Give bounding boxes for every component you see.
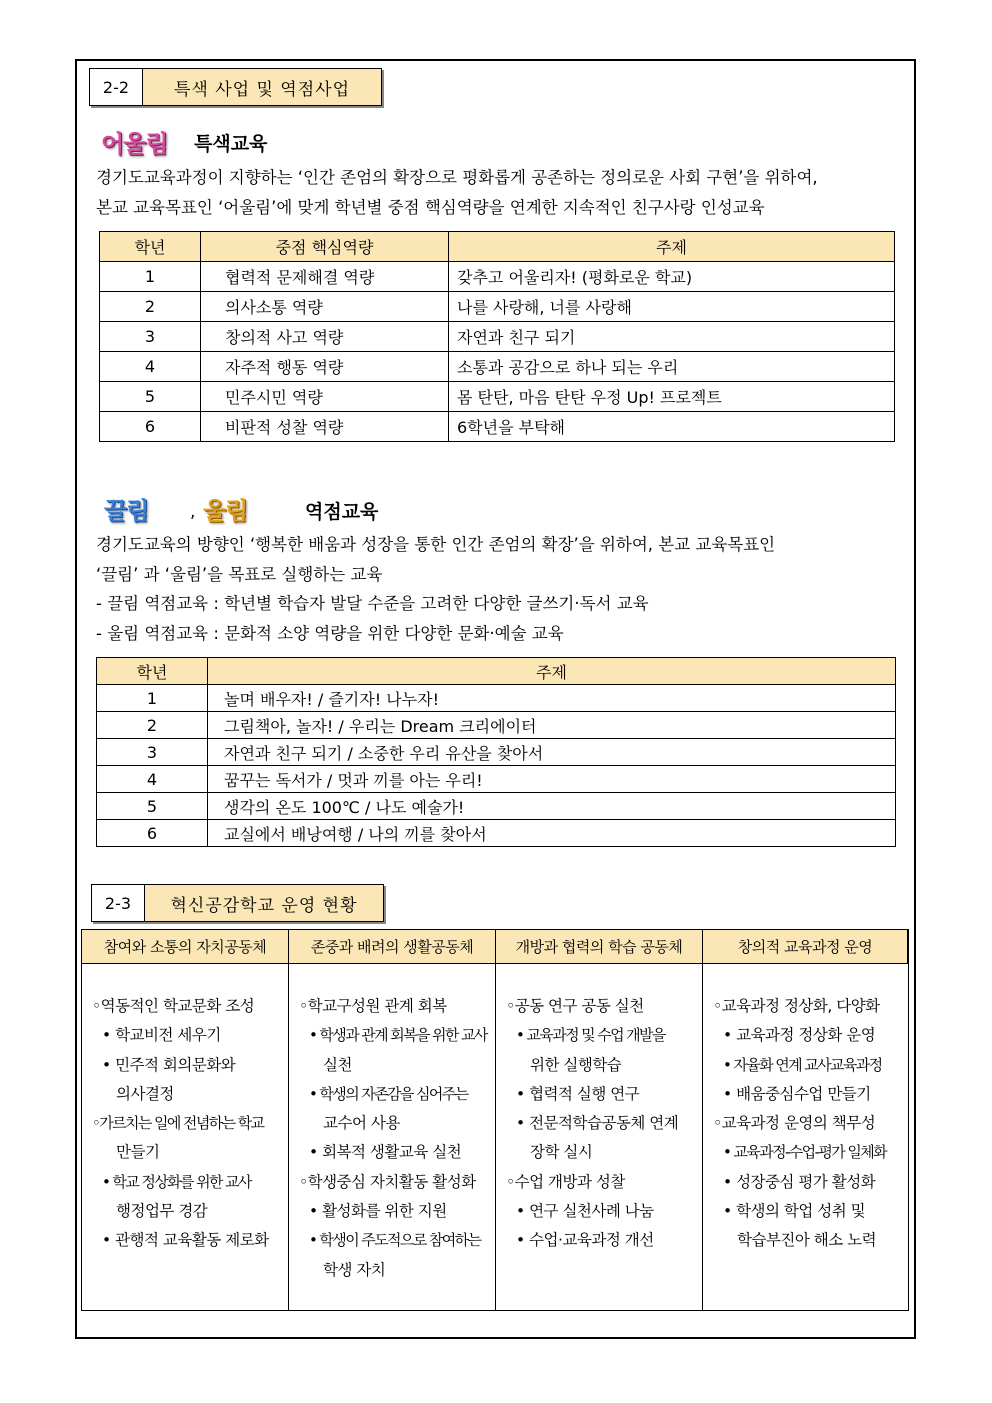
priority-intro-line: - 끌림 역점교육 : 학년별 학습자 발달 수준을 고려한 다양한 글쓰기·독서 교육 [96, 594, 649, 613]
bullet-item: • 연구 실천사례 나눔 [516, 1202, 654, 1221]
bullet-continuation: 의사결정 [116, 1084, 174, 1103]
cell-grade: 5 [100, 382, 201, 412]
bullet-item: • 학생의 학업 성취 및 [723, 1202, 866, 1221]
bullet-continuation: 장학 실시 [530, 1143, 593, 1162]
priority-intro-line: ‘끌림’ 과 ‘울림’을 목표로 실행하는 교육 [96, 564, 383, 584]
bullet-item: • 교육과정 및 수업 개발을 [516, 1026, 665, 1045]
table-row [97, 793, 896, 820]
column-body [82, 964, 289, 1310]
bullet-heading: ◦교육과정 정상화, 다양화 [713, 997, 880, 1015]
featured-intro [96, 163, 818, 222]
bullet-item: • 교육과정-수업-평가 일체화 [723, 1143, 887, 1162]
header-grade: 학년 [100, 232, 201, 262]
bullet-item: • 회복적 생활교육 실천 [309, 1143, 462, 1162]
table-row [100, 412, 895, 442]
cell-theme: 갖추고 어울리자! (평화로운 학교) [449, 262, 895, 292]
section-title: 특색 사업 및 역점사업 [143, 69, 381, 105]
table-header-row [100, 232, 895, 262]
cell-theme: 자연과 친구 되기 / 소중한 우리 유산을 찾아서 [208, 739, 896, 766]
bullet-item: • 활성화를 위한 지원 [309, 1202, 447, 1221]
cell-grade: 1 [100, 262, 201, 292]
featured-intro-line: 경기도교육과정이 지향하는 ‘인간 존엄의 확장으로 평화롭게 공존하는 정의로운 사회 구현’을 위하여, [96, 168, 818, 187]
cell-theme: 몸 탄탄, 마음 탄탄 우정 Up! 프로젝트 [449, 382, 895, 412]
cell-grade: 6 [100, 412, 201, 442]
section-header-2-3 [91, 884, 384, 922]
cell-theme: 6학년을 부탁해 [449, 412, 895, 442]
bullet-heading: ◦학교구성원 관계 회복 [299, 997, 447, 1015]
column-header: 참여와 소통의 자치공동체 [82, 930, 289, 964]
table-row [97, 766, 896, 793]
table-header-row [97, 658, 896, 685]
cell-theme: 나를 사랑해, 너를 사랑해 [449, 292, 895, 322]
table-row [100, 382, 895, 412]
featured-intro-line: 본교 교육목표인 ‘어울림’에 맞게 학년별 중점 핵심역량을 연계한 지속적인 친구사랑 인성교육 [96, 197, 765, 217]
column-header: 존중과 배려의 생활공동체 [289, 930, 496, 964]
header-competency: 중점 핵심역량 [201, 232, 449, 262]
cell-grade: 4 [100, 352, 201, 382]
column-body [289, 964, 496, 1310]
table-row [97, 739, 896, 766]
cell-grade: 5 [97, 793, 208, 820]
bullet-continuation: 위한 실행학습 [530, 1055, 622, 1074]
bullet-continuation: 행정업무 경감 [116, 1202, 208, 1221]
cell-grade: 6 [97, 820, 208, 847]
bullet-item: • 민주적 회의문화와 [102, 1055, 236, 1074]
bullet-item: • 관행적 교육활동 제로화 [102, 1231, 269, 1250]
cell-grade: 3 [97, 739, 208, 766]
priority-intro-line: - 울림 역점교육 : 문화적 소양 역량을 위한 다양한 문화·예술 교육 [96, 623, 564, 643]
cell-grade: 1 [97, 685, 208, 712]
bullet-item: • 학교 정상화를 위한 교사 [102, 1172, 251, 1191]
column-header: 개방과 협력의 학습 공동체 [496, 930, 703, 964]
cell-theme: 그림책아, 놀자! / 우리는 Dream 크리에이터 [208, 712, 896, 739]
header-theme: 주제 [208, 658, 896, 685]
wordart-separator: , [190, 502, 196, 522]
section-number: 2-2 [90, 69, 143, 105]
priority-title: 역점교육 [305, 501, 379, 523]
cell-competency: 의사소통 역량 [201, 292, 449, 322]
wordart-ullim: 울림 [203, 497, 248, 525]
cell-theme: 꿈꾸는 독서가 / 멋과 끼를 아는 우리! [208, 766, 896, 793]
cell-grade: 4 [97, 766, 208, 793]
bullet-item: • 성장중심 평가 활성화 [723, 1172, 876, 1191]
bullet-item: • 학교비전 세우기 [102, 1026, 221, 1045]
bullet-heading: ◦역동적인 학교문화 조성 [92, 997, 255, 1015]
bullet-item: • 학생의 자존감을 심어주는 [309, 1084, 468, 1103]
cell-theme: 교실에서 배낭여행 / 나의 끼를 찾아서 [208, 820, 896, 847]
bullet-item: • 자율화 연계 교사교육과정 [723, 1055, 882, 1074]
bullet-heading: ◦공동 연구 공동 실천 [506, 997, 644, 1015]
section-title: 혁신공감학교 운영 현황 [145, 885, 383, 921]
cell-theme: 놀며 배우자! / 즐기자! 나누자! [208, 685, 896, 712]
table-row [100, 292, 895, 322]
header-theme: 주제 [449, 232, 895, 262]
table-row [100, 352, 895, 382]
column-header: 창의적 교육과정 운영 [703, 930, 908, 964]
bullet-heading: ◦교육과정 운영의 책무성 [713, 1114, 876, 1133]
cell-grade: 2 [100, 292, 201, 322]
table-row [100, 322, 895, 352]
innovation-grid [81, 929, 909, 1311]
cell-theme: 소통과 공감으로 하나 되는 우리 [449, 352, 895, 382]
section-number: 2-3 [92, 885, 145, 921]
cell-theme: 자연과 친구 되기 [449, 322, 895, 352]
column-body [703, 964, 908, 1310]
featured-table [99, 231, 895, 442]
priority-intro [96, 530, 775, 648]
section-header-2-2 [89, 68, 382, 106]
header-grade: 학년 [97, 658, 208, 685]
featured-title: 특색교육 [194, 133, 268, 155]
bullet-continuation: 학생 자치 [323, 1260, 386, 1279]
cell-competency: 협력적 문제해결 역량 [201, 262, 449, 292]
bullet-item: • 교육과정 정상화 운영 [723, 1026, 876, 1045]
priority-table [96, 657, 896, 847]
bullet-heading: ◦수업 개방과 성찰 [506, 1172, 625, 1191]
bullet-item: • 협력적 실행 연구 [516, 1084, 640, 1103]
bullet-continuation: 만들기 [116, 1143, 160, 1162]
table-row [97, 820, 896, 847]
cell-grade: 3 [100, 322, 201, 352]
bullet-continuation: 교수어 사용 [323, 1114, 400, 1133]
column-body [496, 964, 703, 1310]
wordart-kkeullim: 끌림 [104, 497, 149, 525]
bullet-item: • 학생이 주도적으로 참여하는 [309, 1231, 481, 1250]
bullet-item: • 배움중심수업 만들기 [723, 1084, 871, 1103]
bullet-continuation: 학습부진아 해소 노력 [737, 1231, 877, 1250]
table-row [97, 712, 896, 739]
wordart-eoullim: 어울림 [101, 130, 168, 158]
table-row [100, 262, 895, 292]
priority-intro-line: 경기도교육의 방향인 ‘행복한 배움과 성장을 통한 인간 존엄의 확장’을 위하여, 본교 교육목표인 [96, 535, 776, 554]
bullet-heading: ◦학생중심 자치활동 활성화 [299, 1172, 476, 1191]
bullet-heading: ◦가르치는 일에 전념하는 학교 [92, 1114, 264, 1133]
cell-grade: 2 [97, 712, 208, 739]
bullet-item: • 수업·교육과정 개선 [516, 1231, 654, 1250]
cell-competency: 민주시민 역량 [201, 382, 449, 412]
cell-competency: 비판적 성찰 역량 [201, 412, 449, 442]
cell-competency: 창의적 사고 역량 [201, 322, 449, 352]
cell-competency: 자주적 행동 역량 [201, 352, 449, 382]
bullet-continuation: 실천 [323, 1055, 352, 1074]
bullet-item: • 전문적학습공동체 연계 [516, 1114, 679, 1133]
bullet-item: • 학생과 관계 회복을 위한 교사 [309, 1026, 487, 1045]
table-row [97, 685, 896, 712]
cell-theme: 생각의 온도 100℃ / 나도 예술가! [208, 793, 896, 820]
